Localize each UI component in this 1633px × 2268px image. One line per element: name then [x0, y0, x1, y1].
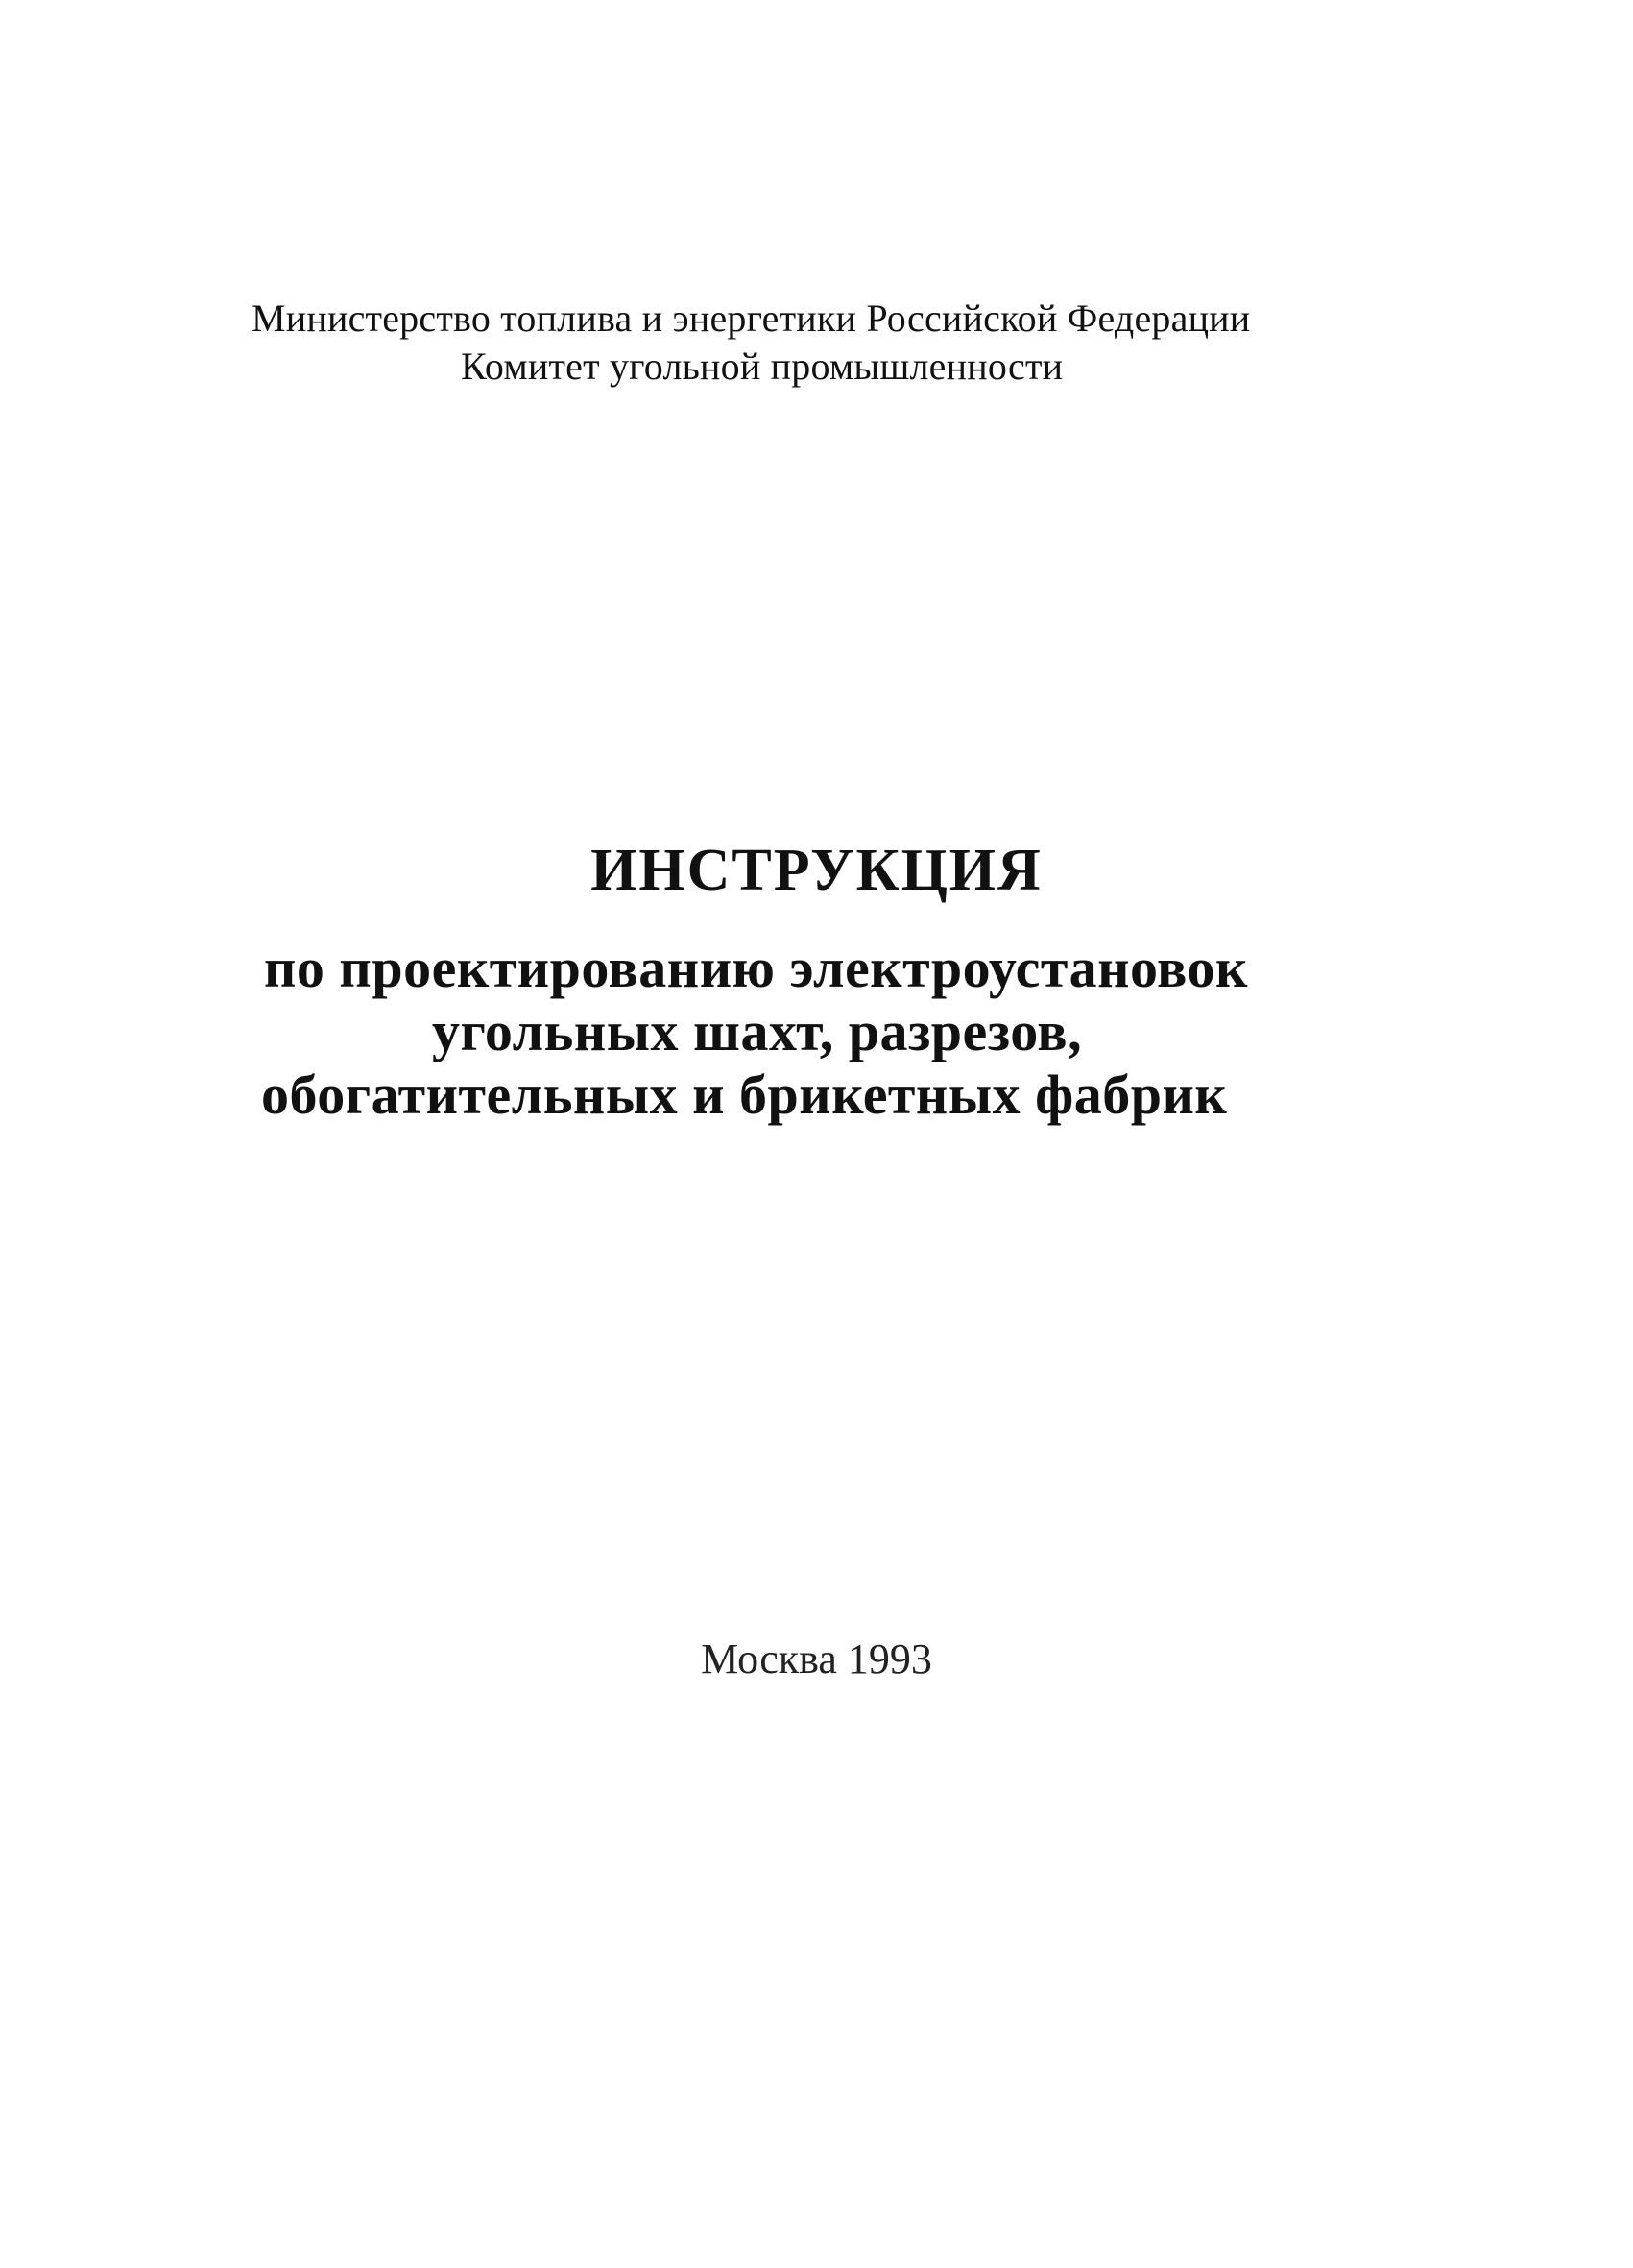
document-subtitle-line-2: угольных шахт, разрезов,	[432, 1000, 1083, 1062]
document-subtitle-line-1: по проектированию электроустановок	[264, 937, 1248, 999]
ministry-name: Министерство топлива и энергетики Российской Федерации	[252, 297, 1251, 340]
document-subtitle-line-3: обогатительных и брикетных фабрик	[261, 1063, 1228, 1126]
committee-name: Комитет угольной промышленности	[461, 345, 1064, 388]
document-title: ИНСТРУКЦИЯ	[590, 838, 1043, 903]
publication-place-year: Москва 1993	[701, 1635, 932, 1683]
